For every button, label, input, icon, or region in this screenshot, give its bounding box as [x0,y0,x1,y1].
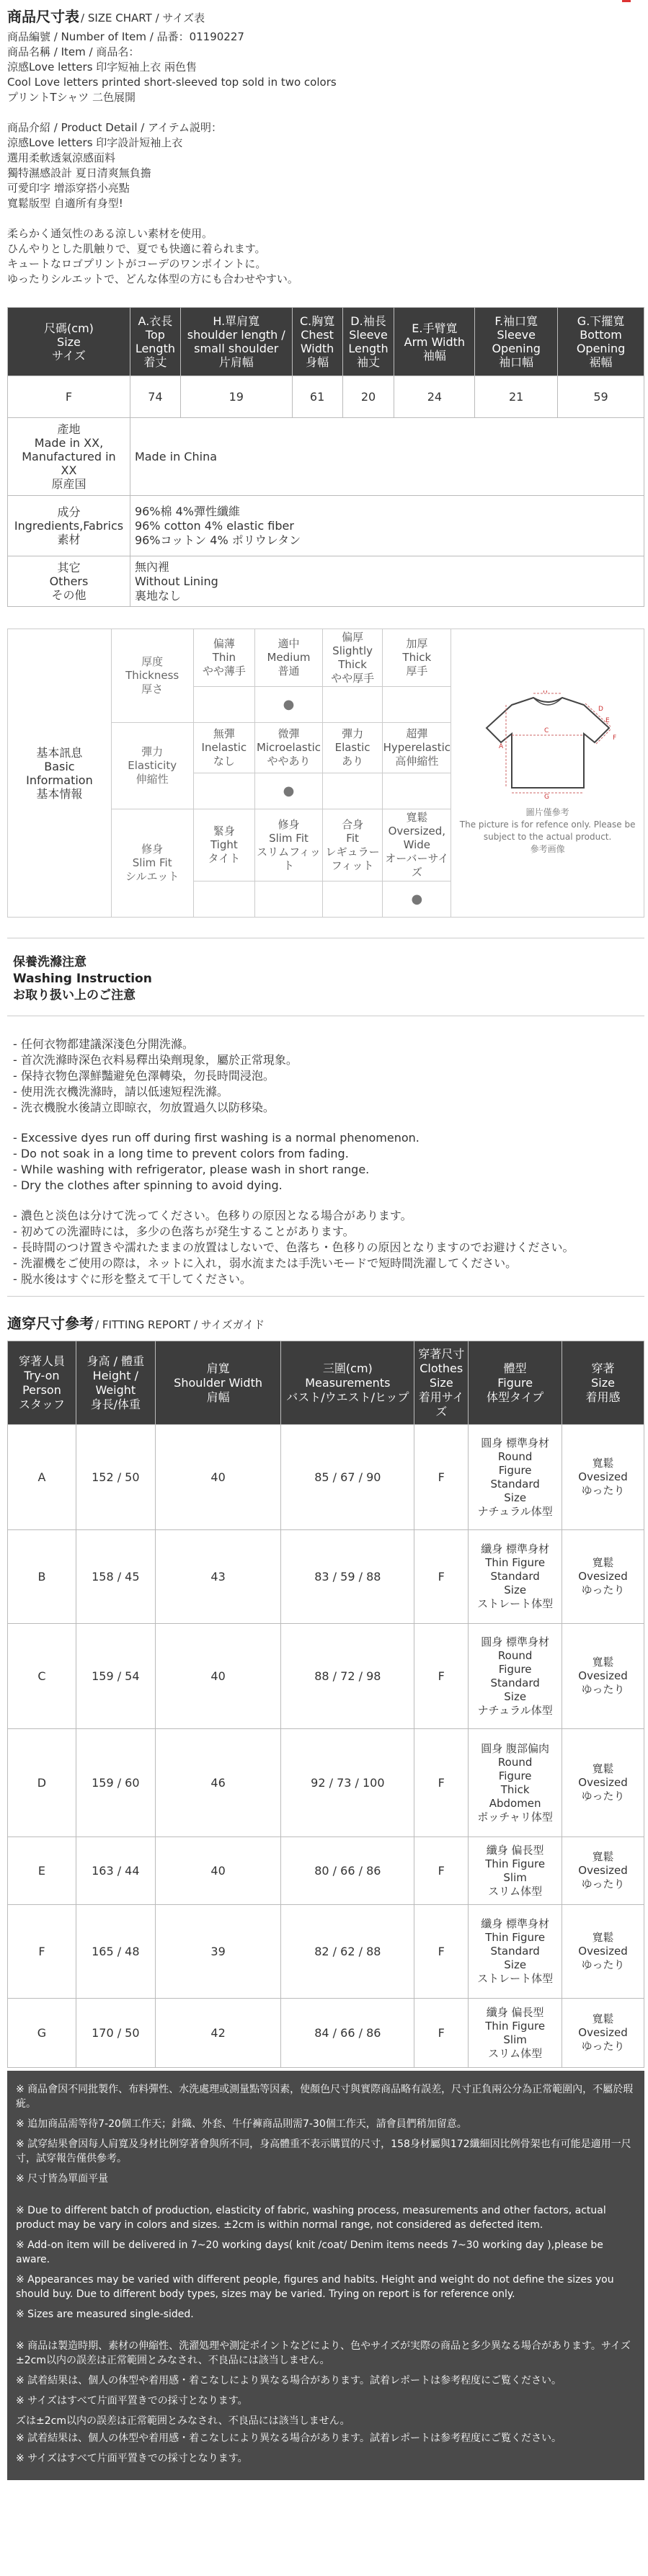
wash-line-ja: - 長時間のつけ置きや濡れたままの放置はしないで、色落ち・色移りの原因となりますのでお避けください。 [13,1240,574,1254]
note-zh: ※ 追加商品需等待7-20個工作天；針織、外套、牛仔褲商品則需7-30個工作天，請會員們稍加留意。 [16,2118,467,2130]
fit-feel: 寬鬆 Ovesized ゆったり [562,1729,644,1837]
title-main: 商品尺寸表 [7,8,79,25]
fit-figure: 纖身 標準身材 Thin Figure Standard Size ストレート体型 [469,1905,562,1999]
note-zh: ※ 尺寸皆為單面平量 [16,2173,109,2185]
size-header: C.胸寬 Chest Width 身幅 [292,308,342,376]
fitting-header: 穿著尺寸 Clothes Size 着用サイズ [414,1341,469,1425]
washing-body [7,1016,644,1296]
thickness-label: 厚度 Thickness 厚さ [111,629,193,723]
origin-row [8,418,644,496]
title-sub: / SIZE CHART / サイズ表 [81,12,205,25]
wash-line-ja: - 脱水後はすぐに形を整えて干してください。 [13,1272,252,1286]
wash-line-ja: - 濃色と淡色は分けて洗ってください。色移りの原因となる場合があります。 [13,1209,412,1222]
material-value [130,496,644,556]
fit-measurements: 88 / 72 / 98 [281,1624,414,1729]
wash-line-zh: - 首次洗滌時深色衣料易釋出染劑現象，屬於正常現象。 [13,1053,298,1067]
fit-label: 修身 Slim Fit シルエット [111,809,193,918]
fit-size: F [414,1729,469,1837]
size-table [7,307,644,607]
size-header: D.袖長 Sleeve Length 袖丈 [342,308,394,376]
detail-line: 可愛印字 增添穿搭小亮點 [7,182,130,195]
note-ja: ※ サイズはすべて片面平置きでの採寸となります。 [16,2395,248,2407]
fitting-row [8,1729,644,1837]
size-cell: 24 [394,376,475,418]
fit-shoulder: 46 [155,1729,281,1837]
size-cell: F [8,376,130,418]
size-cell: 20 [342,376,394,418]
fitting-header: 三圍(cm) Measurements バスト/ウエスト/ヒップ [281,1341,414,1425]
fit-shoulder: 40 [155,1425,281,1530]
others-row [8,556,644,607]
fitting-row [8,1624,644,1729]
thickness-dot [193,687,255,723]
info-line: 商品名稱 / Item / 商品名： [7,45,140,58]
thickness-options-row [8,629,644,687]
thickness-option: 偏厚 Slightly Thick やや厚手 [322,629,383,687]
info-line: 涼感Love letters 印字短袖上衣 兩色售 [7,61,197,74]
thickness-dot [322,687,383,723]
figure-letter: C [543,727,549,734]
fitting-row [8,1905,644,1999]
fit-measurements: 82 / 62 / 88 [281,1905,414,1999]
note-zh: ※ 商品會因不同批製作、布料彈性、水洗處理或測量點等因素，使顏色尺寸與實際商品略有誤差，尺寸正負兩公分為正常範圍內，不屬於瑕疵。 [16,2084,634,2110]
fitting-row [8,1837,644,1905]
fit-shoulder: 39 [155,1905,281,1999]
fit-height-weight: 165 / 48 [76,1905,155,1999]
size-header: 尺碼(cm) Size サイズ [8,308,130,376]
material-line: 96%コットン 4% ポリウレタン [134,533,301,547]
fit-figure: 圓身 腹部偏肉 Round Figure Thick Abdomen ポッチャリ体型 [469,1729,562,1837]
fit-size: F [414,1624,469,1729]
size-header: E.手臂寬 Arm Width 袖幅 [394,308,475,376]
size-cell: 21 [475,376,558,418]
info-line: プリントTシャツ 二色展開 [7,91,136,104]
fit-figure: 圓身 標準身材 Round Figure Standard Size ナチュラル体型 [469,1624,562,1729]
wash-line-en: - Do not soak in a long time to prevent colors from fading. [13,1147,349,1160]
figure-letter: F [612,734,616,742]
fit-dot [322,881,383,918]
tshirt-diagram-icon [461,690,634,799]
fit-option: 修身 Slim Fit スリムフィット [255,809,323,881]
fit-figure: 圓身 標準身材 Round Figure Standard Size ナチュラル体型 [469,1425,562,1530]
fitting-header: 穿著人員 Try-on Person スタッフ [8,1341,76,1425]
note-ja: ※ 試着結果は、個人の体型や着用感・着こなしにより異なる場合があります。試着レポートは参考程度にご覧ください。 [16,2433,562,2444]
fit-size: F [414,1425,469,1530]
elasticity-dot [193,773,255,809]
others-label: 其它 Others その他 [8,556,130,607]
washing-title: 保養洗滌注意 Washing Instruction お取り扱い上のご注意 [7,938,644,1016]
fit-person: F [8,1905,76,1999]
fit-dot [255,881,323,918]
elasticity-dot [383,773,451,809]
fitting-table [7,1341,644,2068]
others-line: Without Lining [134,574,218,588]
fit-person: C [8,1624,76,1729]
fit-person: D [8,1729,76,1837]
fitting-row [8,1530,644,1624]
fit-height-weight: 152 / 50 [76,1425,155,1530]
detail-line: 選用柔軟透氣涼感面料 [7,151,116,164]
size-cell: 74 [130,376,180,418]
fitting-header: 體型 Figure 体型タイプ [469,1341,562,1425]
note-en: ※ Appearances may be varied with different people, figures and habits. Height and weight do not define the sizes you should buy. Due to different body types, sizes may be varied. Trying on report is for reference only. [16,2274,614,2300]
fit-dot [193,881,255,918]
elasticity-label: 彈力 Elasticity 伸縮性 [111,723,193,809]
note-ja: ズは±2cm以内の誤差は正常範囲とみなされ、不良品には該当しません。 [16,2415,350,2427]
origin-label: 產地 Made in XX, Manufactured in XX 原産国 [8,418,130,496]
fit-figure: 纖身 偏長型 Thin Figure Slim スリム体型 [469,1999,562,2068]
fit-height-weight: 159 / 54 [76,1624,155,1729]
size-cell: 59 [558,376,644,418]
note-ja: ※ サイズはすべて片面平置きでの採寸となります。 [16,2453,248,2464]
figure-letter: A [498,743,503,750]
detail-line: 獨特濕感設計 夏日清爽無負擔 [7,166,151,179]
fit-option: 合身 Fit レギュラーフィット [322,809,383,881]
elasticity-dot [322,773,383,809]
wash-line-zh: - 洗衣機脫水後請立即晾衣，勿放置過久以防移染。 [13,1101,275,1114]
fitting-header-row [8,1341,644,1425]
fit-measurements: 80 / 66 / 86 [281,1837,414,1905]
note-zh: ※ 試穿結果會因每人肩寬及身材比例穿著會與所不同，身高體重不表示購買的尺寸，158身材屬與172纖細因比例骨架也有可能是適用一尺寸，試穿報告僅供參考。 [16,2138,631,2164]
others-value [130,556,644,607]
size-row-f [8,376,644,418]
fit-feel: 寬鬆 Ovesized ゆったり [562,1905,644,1999]
material-row [8,496,644,556]
fit-feel: 寬鬆 Ovesized ゆったり [562,1837,644,1905]
thickness-dot: ● [255,687,323,723]
item-info [7,30,641,105]
garment-figure [451,629,644,918]
elasticity-dot: ● [255,773,323,809]
fit-size: F [414,1837,469,1905]
fit-person: B [8,1530,76,1624]
wash-line-ja: - 洗濯機をご使用の際は，ネットに入れ，弱水流または手洗いモードで短時間洗濯してください。 [13,1256,518,1270]
fit-option: 寬鬆 Oversized, Wide オーバーサイズ [383,809,451,881]
fit-shoulder: 40 [155,1837,281,1905]
fitting-row [8,1425,644,1530]
wash-line-en: - Excessive dyes run off during first washing is a normal phenomenon. [13,1131,420,1145]
fit-measurements: 85 / 67 / 90 [281,1425,414,1530]
note-ja: ※ 商品は製造時期、素材の伸縮性、洗濯処理や測定ポイントなどにより、色やサイズが実際の商品と多少異なる場合があります。サイズ±2cm以内の誤差は正常範囲とみなされ、不良品には該当しません。 [16,2340,631,2366]
note-en: ※ Sizes are measured single-sided. [16,2309,194,2320]
product-detail [7,120,641,211]
wash-line-zh: - 保持衣物色澤鮮豔避免色澤轉染，勿長時間浸泡。 [13,1069,275,1083]
note-line: 柔らかく通気性のある涼しい素材を使用。 [7,227,213,240]
size-header: G.下擺寬 Bottom Opening 裾幅 [558,308,644,376]
size-cell: 61 [292,376,342,418]
product-note-ja [7,226,641,287]
figure-letter: E [605,717,610,724]
fit-measurements: 84 / 66 / 86 [281,1999,414,2068]
wash-line-zh: - 使用洗衣機洗滌時，請以低速短程洗滌。 [13,1085,228,1098]
size-header: F.袖口寬 Sleeve Opening 袖口幅 [475,308,558,376]
fit-measurements: 83 / 59 / 88 [281,1530,414,1624]
fitting-header: 身高 / 體重 Height / Weight 身長/体重 [76,1341,155,1425]
fit-shoulder: 42 [155,1999,281,2068]
fit-feel: 寬鬆 Ovesized ゆったり [562,1624,644,1729]
fitting-title-sub: / FITTING REPORT / サイズガイド [95,1318,265,1331]
fit-person: G [8,1999,76,2068]
fitting-row [8,1999,644,2068]
wash-line-en: - Dry the clothes after spinning to avoid dying. [13,1178,283,1192]
thickness-option: 加厚 Thick 厚手 [383,629,451,687]
figure-letter: D [598,706,603,713]
elasticity-option: 無彈 Inelastic なし [193,723,255,773]
note-en: ※ Add-on item will be delivered in 7~20 working days( knit /coat/ Denim items needs 7~30 working day ),please be aware. [16,2239,603,2265]
material-label: 成分 Ingredients,Fabrics 素材 [8,496,130,556]
fitting-title-main: 適穿尺寸參考 [7,1315,94,1332]
fit-person: A [8,1425,76,1530]
others-line: 裏地なし [134,588,181,603]
washing-instructions [7,938,644,1297]
note-line: ゆったりシルエットで、どんな体型の方にも合わせやすい。 [7,272,298,285]
size-notes [7,2071,644,2480]
figure-caption: 圖片僅參考 The picture is for refence only. Please be subject to the actual product. 參考画像 [459,807,636,854]
elasticity-option: 彈力 Elastic あり [322,723,383,773]
basic-info-table [7,629,644,918]
note-line: ひんやりとした肌触りで、夏でも快適に着られます。 [7,242,266,255]
origin-value: Made in China [130,418,644,496]
fit-option: 緊身 Tight タイト [193,809,255,881]
fit-figure: 纖身 偏長型 Thin Figure Slim スリム体型 [469,1837,562,1905]
note-ja: ※ 試着結果は、個人の体型や着用感・着こなしにより異なる場合があります。試着レポートは参考程度にご覧ください。 [16,2375,562,2386]
detail-line: 涼感Love letters 印字設計短袖上衣 [7,136,183,149]
size-cell: 19 [180,376,292,418]
thickness-option: 偏薄 Thin やや薄手 [193,629,255,687]
figure-letter: H [542,690,548,695]
elasticity-option: 微彈 Microelastic ややあり [255,723,323,773]
figure-letter: G [543,794,549,799]
fit-size: F [414,1530,469,1624]
fitting-title [7,1314,641,1333]
wash-line-zh: - 任何衣物都建議深淺色分開洗滌。 [13,1037,194,1051]
info-line: Cool Love letters printed short-sleeved top sold in two colors [7,76,337,89]
fit-measurements: 92 / 73 / 100 [281,1729,414,1837]
fit-size: F [414,1999,469,2068]
fit-dot: ● [383,881,451,918]
size-header: A.衣長 Top Length 着丈 [130,308,180,376]
note-en: ※ Due to different batch of production, elasticity of fabric, washing process, measurements and other factors, actual product may be vary in colors and sizes. ±2cm is within normal range, not considered as defected item. [16,2205,606,2231]
size-header: H.單肩寬 shoulder length / small shoulder 片肩幅 [180,308,292,376]
material-line: 96%棉 4%彈性纖維 [134,504,240,518]
fit-feel: 寬鬆 Ovesized ゆったり [562,1999,644,2068]
wash-line-ja: - 初めての洗濯時には，多少の色落ちが発生することがあります。 [13,1225,355,1238]
basic-info-label: 基本訊息 Basic Information 基本情報 [8,629,112,918]
fit-height-weight: 158 / 45 [76,1530,155,1624]
size-chart-title [7,0,641,27]
fit-height-weight: 170 / 50 [76,1999,155,2068]
fit-feel: 寬鬆 Ovesized ゆったり [562,1425,644,1530]
elasticity-option: 超彈 Hyperelastic 高伸縮性 [383,723,451,773]
fitting-header: 穿著 Size 着用感 [562,1341,644,1425]
fit-person: E [8,1837,76,1905]
note-line: キュートなロゴプリントがコーデのワンポイントに。 [7,257,267,270]
fit-shoulder: 43 [155,1530,281,1624]
fit-feel: 寬鬆 Ovesized ゆったり [562,1530,644,1624]
thickness-dot [383,687,451,723]
detail-line: 寬鬆版型 自適所有身型! [7,197,123,210]
detail-line: 商品介紹 / Product Detail / アイテム説明： [7,121,222,134]
fit-shoulder: 40 [155,1624,281,1729]
material-line: 96% cotton 4% elastic fiber [134,518,294,533]
fit-figure: 纖身 標準身材 Thin Figure Standard Size ストレート体型 [469,1530,562,1624]
fit-height-weight: 163 / 44 [76,1837,155,1905]
size-table-header-row [8,308,644,376]
wash-line-en: - While washing with refrigerator, please wash in short range. [13,1163,370,1176]
corner-accent [622,0,631,2]
fitting-header: 肩寬 Shoulder Width 肩幅 [155,1341,281,1425]
others-line: 無內裡 [134,559,169,574]
fit-height-weight: 159 / 60 [76,1729,155,1837]
fit-size: F [414,1905,469,1999]
thickness-option: 適中 Medium 普通 [255,629,323,687]
info-line: 商品編號 / Number of Item / 品番：01190227 [7,30,244,43]
